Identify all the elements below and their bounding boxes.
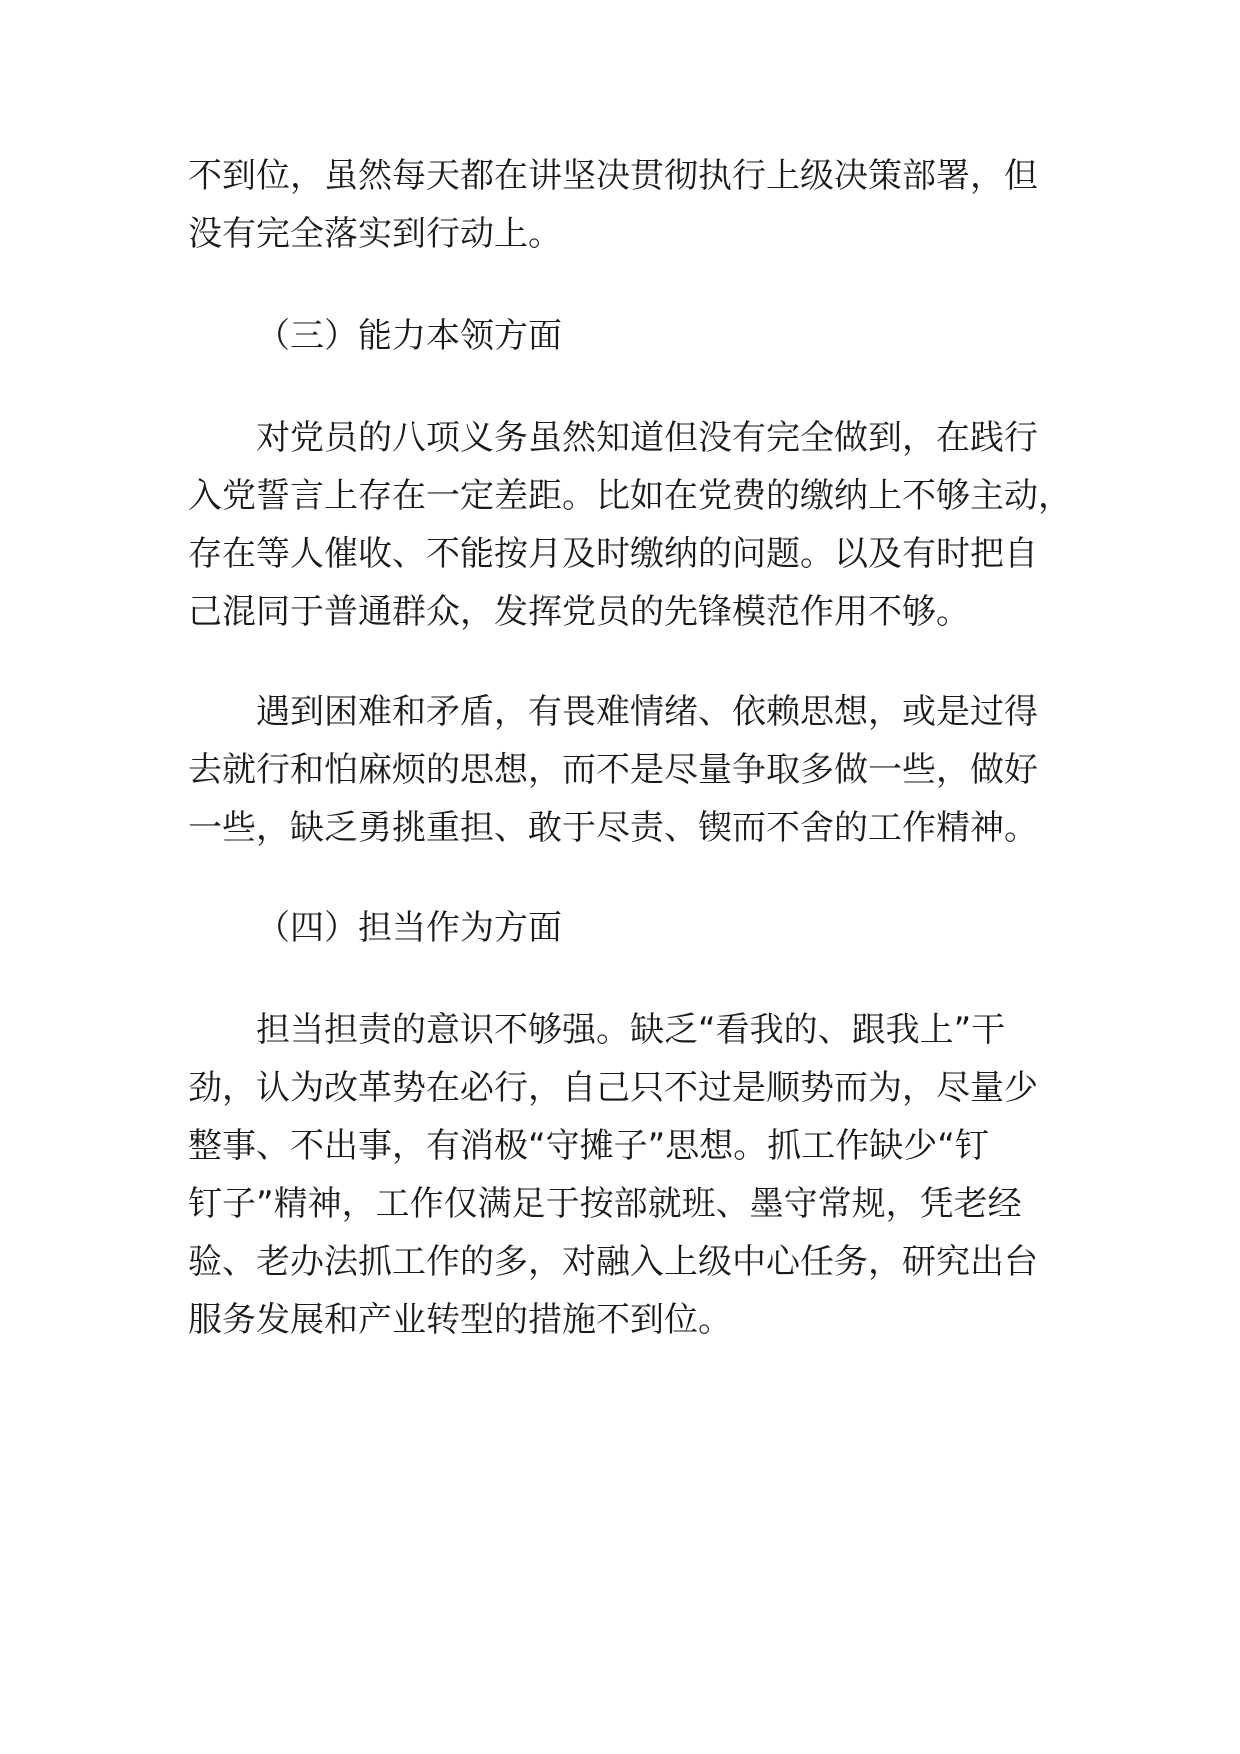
paragraph-line: 不到位，虽然每天都在讲坚决贯彻执行上级决策部署，但 [188,156,1038,196]
paragraph-line: 没有完全落实到行动上。 [188,214,562,254]
paragraph-line: 遇到困难和矛盾，有畏难情绪、依赖思想，或是过得 [256,692,1038,732]
paragraph-line: 钉子”精神，工作仅满足于按部就班、墨守常规，凭老经 [188,1184,1022,1224]
paragraph-line: 存在等人催收、不能按月及时缴纳的问题。以及有时把自 [188,534,1038,574]
paragraph-line: 验、老办法抓工作的多，对融入上级中心任务，研究出台 [188,1242,1038,1282]
paragraph-line: 劲，认为改革势在必行，自己只不过是顺势而为，尽量少 [188,1068,1038,1108]
section-heading-3: （三）能力本领方面 [256,316,562,356]
paragraph-line: 去就行和怕麻烦的思想，而不是尽量争取多做一些，做好 [188,750,1038,790]
section-heading-4: （四）担当作为方面 [256,908,562,948]
paragraph-line: 服务发展和产业转型的措施不到位。 [188,1300,732,1340]
paragraph-line: 己混同于普通群众，发挥党员的先锋模范作用不够。 [188,592,970,632]
paragraph-line: 担当担责的意识不够强。缺乏“看我的、跟我上”干 [256,1010,1006,1050]
paragraph-line: 对党员的八项义务虽然知道但没有完全做到，在践行 [256,418,1038,458]
paragraph-line: 一些，缺乏勇挑重担、敢于尽责、锲而不舍的工作精神。 [188,808,1038,848]
paragraph-line: 入党誓言上存在一定差距。比如在党费的缴纳上不够主动， [188,476,1072,516]
paragraph-line: 整事、不出事，有消极“守摊子”思想。抓工作缺少“钉 [188,1126,989,1166]
